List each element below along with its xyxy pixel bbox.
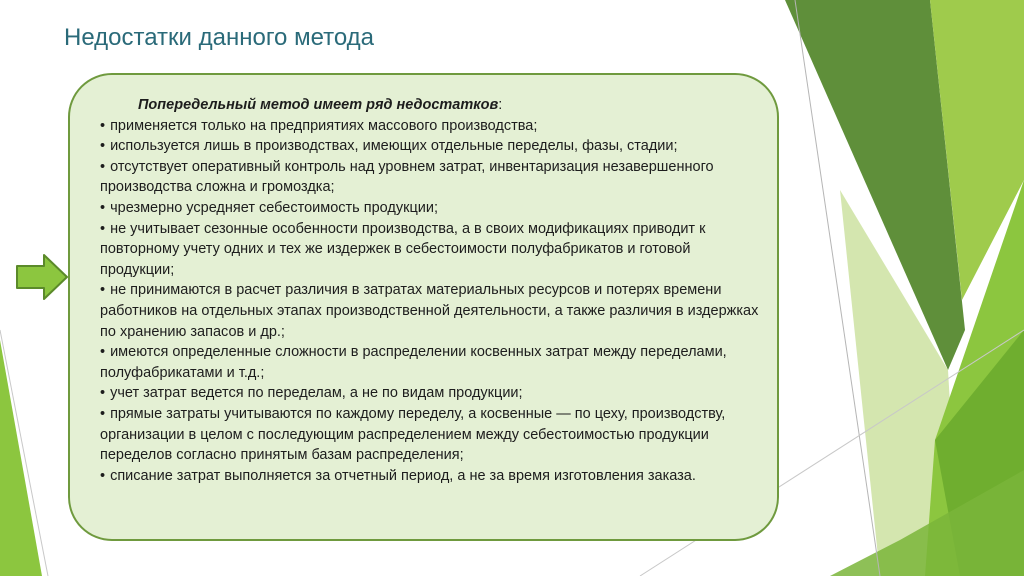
- bullet-icon: •: [100, 199, 106, 216]
- list-item-text: применяется только на предприятиях массового производства;: [110, 117, 538, 134]
- list-item: [100, 157, 759, 198]
- bullet-icon: •: [100, 405, 106, 422]
- list-item: [100, 116, 759, 137]
- list-item-text: прямые затраты учитываются по каждому переделу, а косвенные — по цеху, производству, организации в целом с последующим распределением между себестоимостью продукции переделов согласно принятым базам распределения;: [100, 405, 726, 464]
- list-item: [100, 280, 759, 342]
- slide-title: Недостатки данного метода: [64, 24, 375, 51]
- list-item: [100, 383, 759, 404]
- list-item-text: не учитывает сезонные особенности производства, а в своих модификациях приводит к повторному учету одних и тех же издержек в себестоимости полуфабрикатов и готовой продукции;: [100, 220, 706, 278]
- intro-line: [100, 95, 759, 116]
- bullet-icon: •: [100, 138, 106, 155]
- left-green-facet: [0, 340, 42, 576]
- list-item: [100, 466, 759, 487]
- bullet-icon: •: [100, 385, 106, 402]
- list-item-text: не принимаются в расчет различия в затратах материальных ресурсов и потерях времени работников на отдельных этапах производственной деятельности, а также различия в издержках по хранению запасов и др.;: [100, 282, 759, 340]
- content-box: [68, 73, 779, 541]
- list-item-text: используется лишь в производствах, имеющих отдельные переделы, фазы, стадии;: [110, 138, 678, 155]
- list-item-text: имеются определенные сложности в распределении косвенных затрат между переделами, полуфабрикатами и т.д.;: [100, 344, 727, 381]
- bullet-icon: •: [100, 158, 106, 175]
- list-item-text: отсутствует оперативный контроль над уровнем затрат, инвентаризация незавершенного производства сложна и громоздка;: [100, 158, 714, 196]
- bullet-icon: •: [100, 467, 106, 484]
- list-item: [100, 136, 759, 157]
- right-arrow-icon: [16, 254, 68, 300]
- intro-emphasis: Попередельный метод имеет ряд недостатков: [138, 97, 499, 113]
- list-item-text: списание затрат выполняется за отчетный период, а не за время изготовления заказа.: [110, 467, 696, 484]
- bullet-icon: •: [100, 220, 106, 237]
- intro-colon: :: [498, 97, 503, 113]
- bullet-icon: •: [100, 282, 106, 299]
- list-item: [100, 342, 759, 383]
- list-item-text: чрезмерно усредняет себестоимость продукции;: [110, 199, 439, 216]
- list-item-text: учет затрат ведется по переделам, а не по видам продукции;: [110, 385, 523, 402]
- list-item: [100, 198, 759, 219]
- bullet-icon: •: [100, 117, 106, 134]
- list-item: [100, 219, 759, 281]
- bullet-icon: •: [100, 344, 106, 361]
- disadvantages-list: [100, 116, 759, 487]
- list-item: [100, 404, 759, 466]
